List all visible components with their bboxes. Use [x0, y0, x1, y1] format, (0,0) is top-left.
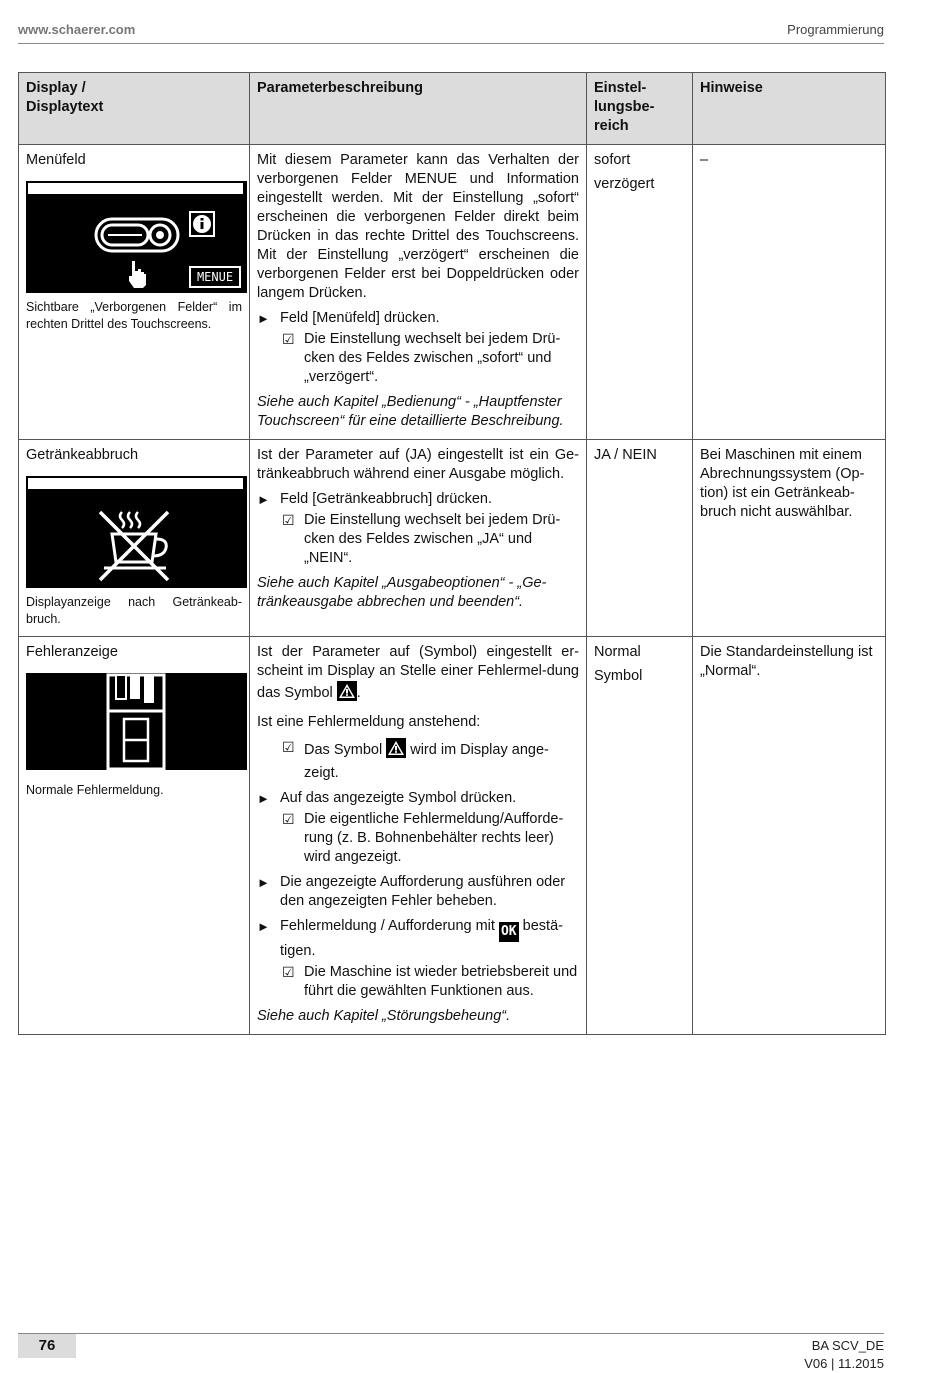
col-header-display: Display / Displaytext [19, 73, 250, 145]
step-text: Feld [Menüfeld] drücken. [280, 310, 440, 326]
page-number: 76 [18, 1334, 76, 1358]
checkbox-icon: ☑ [282, 512, 295, 528]
hand-pointer-icon [126, 259, 148, 289]
result-step [257, 738, 579, 783]
table-header-row [19, 73, 886, 145]
note-text: Bei Maschinen mit einem Abrechnungssystem (Op-tion) ist ein Getränkeab-bruch nicht auswählbar. [700, 447, 865, 520]
range-option: JA / NEIN [594, 447, 657, 463]
action-step [257, 309, 579, 328]
result-step [257, 963, 579, 1001]
see-also-text: Siehe auch Kapitel „Ausgabeoptionen“ - „Ge-tränkeausgabe abbrechen und beenden“. [257, 575, 547, 610]
step-text: Auf das angezeigte Symbol drücken. [280, 790, 517, 806]
description-part: Ist der Parameter auf (Symbol) eingestellt er-scheint im Display an Stelle einer Fehlermel-dung das Symbol [257, 644, 579, 701]
warning-triangle-icon [337, 681, 357, 707]
step-text: Feld [Getränkeabbruch] drücken. [280, 491, 492, 507]
see-also-text: Siehe auch Kapitel „Störungsbeheung“. [257, 1008, 511, 1024]
description-cell [250, 637, 587, 1035]
step-arrow-icon: ► [257, 791, 270, 806]
description-text: Mit diesem Parameter kann das Verhalten der verborgenen Felder MENUE und Information eingestellt werden. Mit der Einstellung „sofort“ erscheinen die verborgenen Felder direkt beim Drücken in das rechte Drittel des Touchscreens. Mit der Einstellung „verzögert“ erscheinen die verborgenen Felder erst bei Doppeldrücken oder langem Drücken. [257, 152, 579, 301]
display-cell [19, 145, 250, 440]
see-also-text: Siehe auch Kapitel „Bedienung“ - „Hauptfenster Touchscreen“ für eine detaillierte Beschreibung. [257, 394, 564, 429]
step-text-part: bestä-tigen. [280, 918, 563, 959]
footer-rule [18, 1333, 884, 1334]
action-step [257, 917, 579, 961]
display-cell [19, 637, 250, 1035]
description-cell [250, 440, 587, 637]
document-id: BA SCV_DE [811, 1338, 884, 1353]
warning-triangle-icon [386, 738, 406, 764]
parameter-table [18, 72, 886, 1035]
result-step [257, 810, 579, 867]
range-option: Symbol [594, 668, 643, 684]
description-part: . [356, 685, 361, 701]
col-header-range: Einstel- lungsbe- reich [587, 73, 693, 145]
document-info [804, 1337, 884, 1373]
menu-field-label: MENUE [189, 266, 241, 288]
header-rule [18, 43, 884, 44]
table-row [19, 145, 886, 440]
screen-caption: Normale Fehlermeldung. [26, 783, 164, 797]
notes-cell [693, 145, 886, 440]
display-cell [19, 440, 250, 637]
action-step [257, 490, 579, 509]
checkbox-icon: ☑ [282, 331, 295, 347]
description-text [257, 643, 579, 707]
col-header-notes: Hinweise [693, 73, 886, 145]
notes-cell [693, 637, 886, 1035]
machine-error-icon [26, 673, 247, 770]
range-option: Normal [594, 644, 641, 660]
range-option: verzögert [594, 176, 655, 192]
error-screen-image [26, 673, 247, 770]
note-text: Die Standardeinstellung ist „Normal“. [700, 644, 873, 679]
step-arrow-icon: ► [257, 492, 270, 507]
result-step [257, 330, 579, 387]
description-cell [250, 145, 587, 440]
ok-button-icon: OK [499, 922, 519, 942]
step-arrow-icon: ► [257, 919, 270, 934]
col-header-description: Parameterbeschreibung [250, 73, 587, 145]
step-arrow-icon: ► [257, 311, 270, 326]
step-text-part: Fehlermeldung / Aufforderung mit [280, 918, 495, 934]
result-text: Die Einstellung wechselt bei jedem Drü-cken des Feldes zwischen „sofort“ und „verzögert“. [304, 331, 561, 385]
table-row [19, 440, 886, 637]
document-version: V06 | 11.2015 [804, 1356, 884, 1371]
table-row [19, 637, 886, 1035]
description-text: Ist der Parameter auf (JA) eingestellt ist ein Ge-tränkeabbruch während einer Ausgabe möglich. [257, 447, 579, 482]
pending-intro: Ist eine Fehlermeldung anstehend: [257, 714, 481, 730]
info-icon [189, 211, 215, 237]
range-cell [587, 145, 693, 440]
display-name: Menüfeld [26, 152, 86, 168]
checkbox-icon: ☑ [282, 739, 295, 755]
step-text: Die angezeigte Aufforderung ausführen oder den angezeigten Fehler beheben. [280, 874, 566, 909]
step-arrow-icon: ► [257, 875, 270, 890]
menu-screen-image [26, 181, 247, 293]
screen-caption: Displayanzeige nach Getränkeab-bruch. [26, 595, 242, 626]
checkbox-icon: ☑ [282, 811, 295, 827]
website-url: www.schaerer.com [18, 22, 136, 37]
result-text-part: Das Symbol [304, 742, 383, 758]
action-step [257, 789, 579, 808]
result-text: Die Einstellung wechselt bei jedem Drü-cken des Feldes zwischen „JA“ und „NEIN“. [304, 512, 561, 566]
result-text: Die eigentliche Fehlermeldung/Aufforde-rung (z. B. Bohnenbehälter rechts leer) wird angezeigt. [304, 811, 564, 865]
result-step [257, 511, 579, 568]
result-text-part: wird im Display ange-zeigt. [304, 742, 549, 781]
note-text: – [700, 152, 709, 168]
display-name: Getränkeabbruch [26, 447, 139, 463]
range-option: sofort [594, 152, 631, 168]
cancelled-cup-icon [26, 476, 247, 588]
display-name: Fehleranzeige [26, 644, 118, 660]
screen-caption: Sichtbare „Verborgenen Felder“ im rechten Drittel des Touchscreens. [26, 300, 242, 331]
abort-screen-image [26, 476, 247, 588]
section-title: Programmierung [787, 22, 884, 37]
checkbox-icon: ☑ [282, 964, 295, 980]
range-cell [587, 637, 693, 1035]
notes-cell [693, 440, 886, 637]
action-step [257, 873, 579, 911]
range-cell [587, 440, 693, 637]
result-text: Die Maschine ist wieder betriebsbereit und führt die gewählten Funktionen aus. [304, 964, 578, 999]
